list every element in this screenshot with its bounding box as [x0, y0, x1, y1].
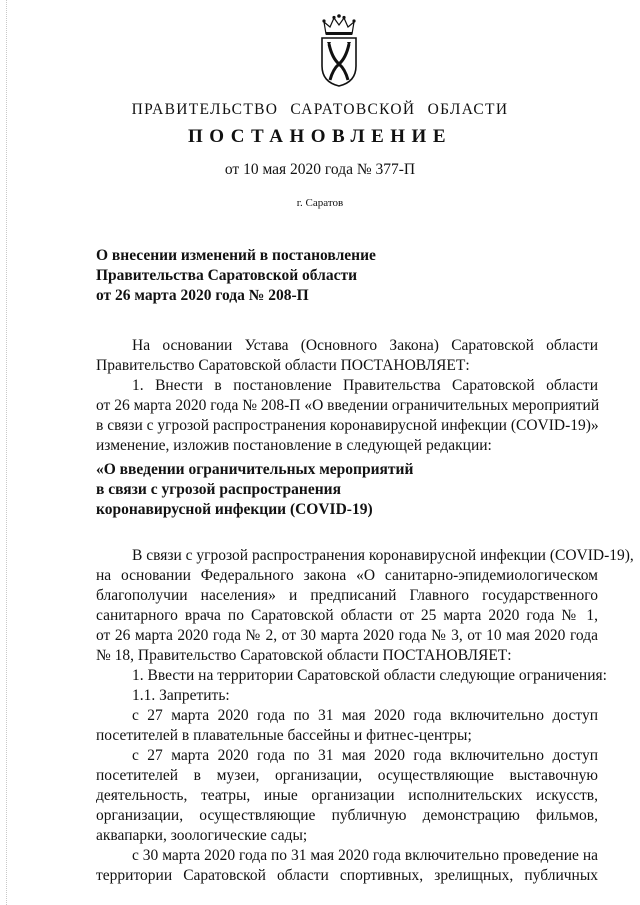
text-line: 1. Внести в постановление Правительства Саратовской области: [132, 377, 598, 394]
text-line: 1.1. Запретить:: [132, 687, 230, 704]
title-line: от 26 марта 2020 года № 208-П: [96, 287, 309, 304]
title-line: Правительства Саратовской области: [96, 267, 357, 284]
text-line: с 27 марта 2020 года по 31 мая 2020 года включительно доступ: [132, 747, 598, 764]
government-name: ПРАВИТЕЛЬСТВО САРАТОВСКОЙ ОБЛАСТИ: [131, 101, 509, 118]
title-line: коронавирусной инфекции (COVID-19): [96, 501, 373, 518]
text-line: территории Саратовской области спортивных, зрелищных, публичных: [96, 867, 598, 884]
text-line: деятельность, театры, иные организации исполнительских искусств,: [96, 787, 598, 804]
text-line: в связи с угрозой распространения коронавирусной инфекции (COVID-19)»: [96, 417, 599, 434]
text-line: с 27 марта 2020 года по 31 мая 2020 года включительно доступ: [132, 707, 598, 724]
text-line: На основании Устава (Основного Закона) Саратовской области: [132, 337, 598, 354]
preamble-paragraph: [96, 336, 598, 456]
document-date-number: от 10 мая 2020 года № 377-П: [224, 161, 416, 178]
document-city: г. Саратов: [296, 197, 344, 209]
text-line: от 26 марта 2020 года № 2, от 30 марта 2020 года № 3, от 10 мая 2020 года: [96, 627, 598, 644]
text-line: благополучии населения» и предписаний Главного государственного: [96, 587, 598, 604]
saratov-coat-of-arms-icon: [318, 14, 360, 88]
text-line: В связи с угрозой распространения коронавирусной инфекции (COVID-19),: [132, 547, 634, 564]
text-line: от 26 марта 2020 года № 208-П «О введении ограничительных мероприятий: [96, 397, 600, 414]
title-line: в связи с угрозой распространения: [96, 481, 341, 498]
text-line: аквапарки, зоологические сады;: [96, 827, 308, 844]
text-line: посетителей в музеи, организации, осуществляющие выставочную: [96, 767, 598, 784]
text-line: организации, осуществляющие публичную демонстрацию фильмов,: [96, 807, 598, 824]
document-type: ПОСТАНОВЛЕНИЕ: [187, 126, 453, 147]
quoted-resolution-title: [96, 460, 576, 520]
text-line: Правительство Саратовской области ПОСТАНОВЛЯЕТ:: [96, 357, 470, 374]
document-title: [96, 246, 576, 306]
text-line: 1. Ввести на территории Саратовской области следующие ограничения:: [132, 667, 607, 684]
title-line: О внесении изменений в постановление: [96, 247, 376, 264]
text-line: санитарного врача по Саратовской области от 25 марта 2020 года № 1,: [96, 607, 598, 624]
text-line: на основании Федерального закона «О санитарно-эпидемиологическом: [96, 567, 598, 584]
resolution-body: [96, 546, 634, 886]
text-line: с 30 марта 2020 года по 31 мая 2020 года включительно проведение на: [132, 847, 598, 864]
text-line: № 18, Правительство Саратовской области ПОСТАНОВЛЯЕТ:: [96, 647, 512, 664]
text-line: посетителей в плавательные бассейны и фитнес-центры;: [96, 727, 472, 744]
text-line: изменение, изложив постановление в следующей редакции:: [96, 437, 492, 454]
title-line: «О введении ограничительных мероприятий: [96, 461, 414, 478]
